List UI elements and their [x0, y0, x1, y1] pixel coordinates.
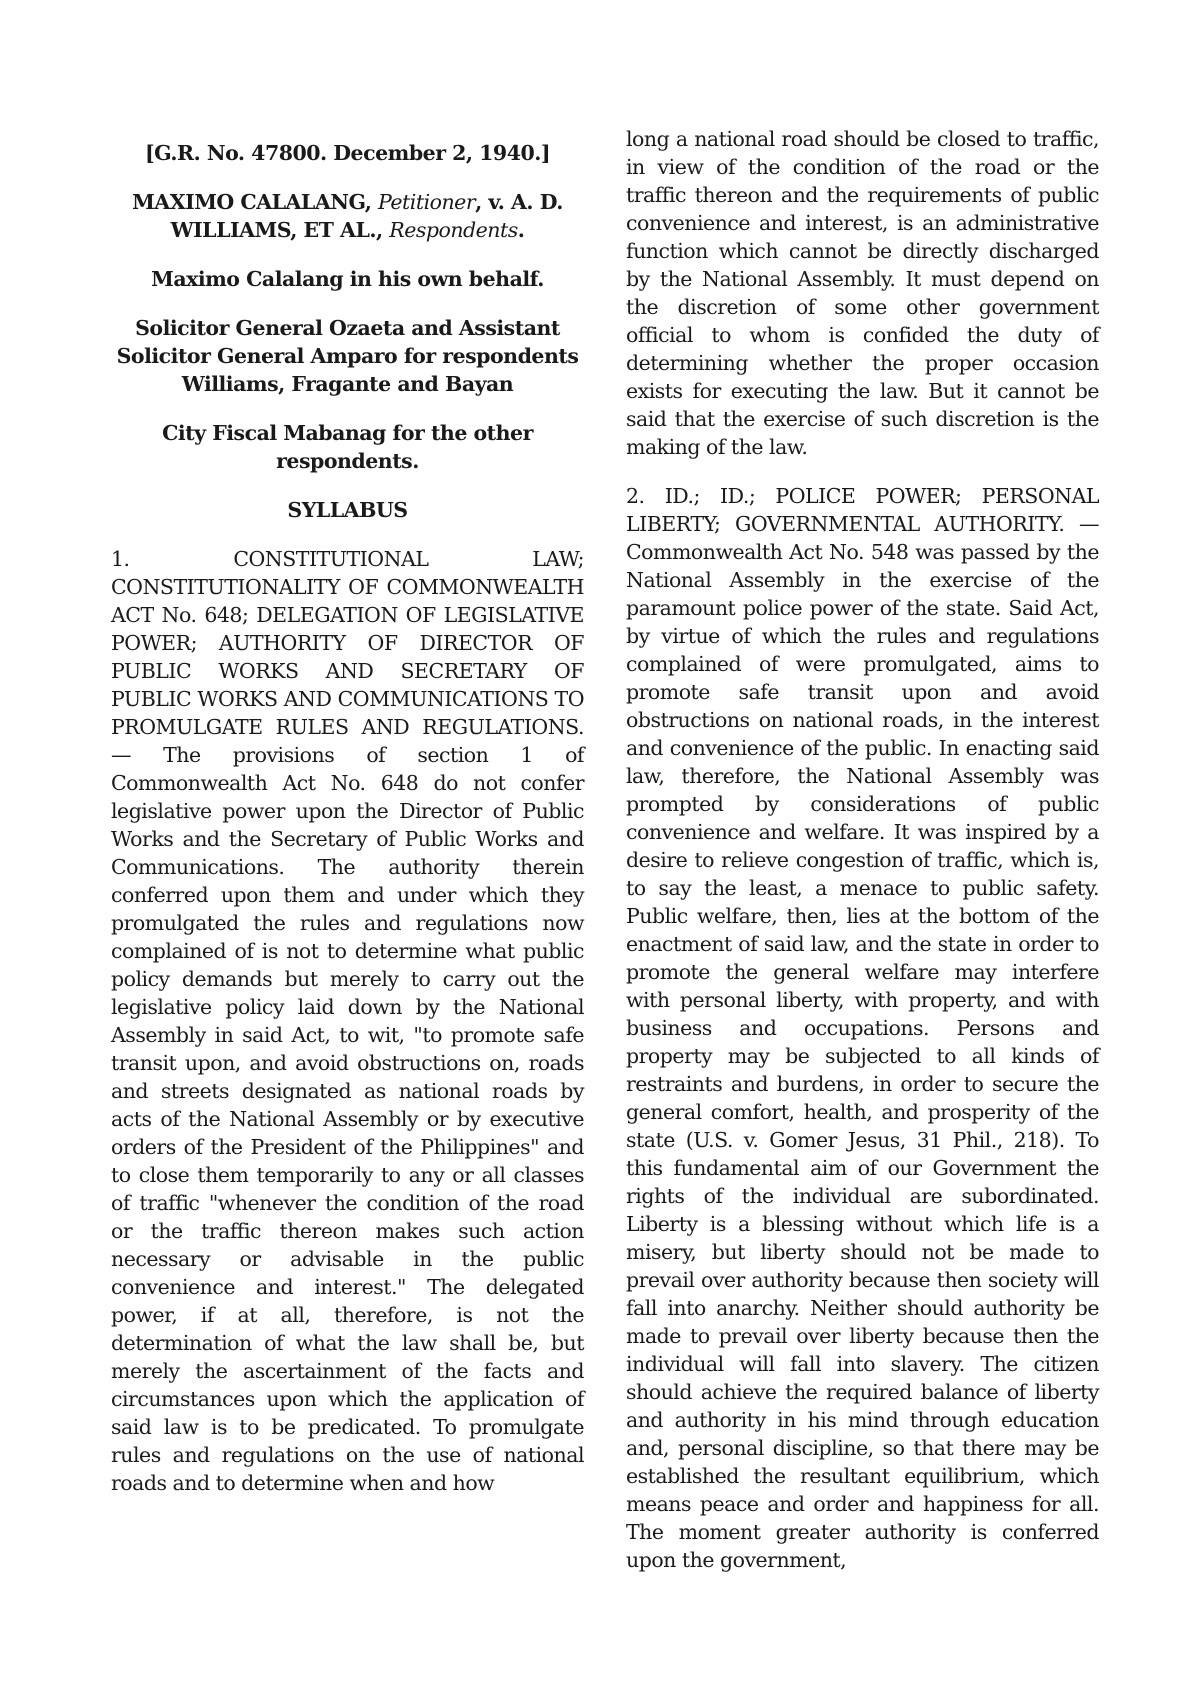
respondent-role: Respondents: [389, 218, 518, 242]
case-parties: [111, 188, 584, 244]
petitioner-name: MAXIMO CALALANG,: [132, 190, 372, 214]
caption-period: .: [517, 218, 525, 242]
syllabus-paragraph-1-continued: long a national road should be closed to traffic, in view of the condition of the road or the traffic thereon and the requirements of public convenience and interest, is an administrative function which cannot be directly discharged by the National Assembly. It must depend on the discretion of some other government official to whom is confided the duty of determining whether the proper occasion exists for executing the law. But it cannot be said that the exercise of such discretion is the making of the law.: [626, 127, 1099, 459]
syllabus-paragraph-1: 1. CONSTITUTIONAL LAW; CONSTITUTIONALITY OF COMMONWEALTH ACT No. 648; DELEGATION OF LEGISLATIVE POWER; AUTHORITY OF DIRECTOR OF PUBLIC WORKS AND SECRETARY OF PUBLIC WORKS AND COMMUNICATIONS TO PROMULGATE RULES AND REGULATIONS. — The provisions of section 1 of Commonwealth Act No. 648 do not confer legislative power upon the Director of Public Works and the Secretary of Public Works and Communications. The authority therein conferred upon them and under which they promulgated the rules and regulations now complained of is not to determine what public policy demands but merely to carry out the legislative policy laid down by the National Assembly in said Act, to wit, "to promote safe transit upon, and avoid obstructions on, roads and streets designated as national roads by acts of the National Assembly or by executive orders of the President of the Philippines" and to close them temporarily to any or all classes of traffic "whenever the condition of the road or the traffic thereon makes such action necessary or advisable in the public convenience and interest." The delegated power, if at all, therefore, is not the determination of what the law shall be, but merely the ascertainment of the facts and circumstances upon which the application of said law is to be predicated. To promulgate rules and regulations on the use of national roads and to determine when and how: [111, 547, 584, 1495]
petitioner-role: Petitioner: [378, 190, 476, 214]
counsel-other: City Fiscal Mabanag for the other respondents.: [162, 421, 533, 473]
counsel-petitioner: Maximo Calalang in his own behalf.: [151, 267, 544, 291]
right-column: [626, 125, 1099, 1574]
case-citation: [G.R. No. 47800. December 2, 1940.]: [144, 141, 551, 165]
versus-respondents: , v. A. D. WILLIAMS, ET AL.,: [170, 190, 563, 242]
syllabus-heading: SYLLABUS: [287, 498, 408, 522]
counsel-respondents: Solicitor General Ozaeta and Assistant Solicitor General Amparo for respondents Williams, Fragante and Bayan: [116, 316, 579, 396]
syllabus-paragraph-2: 2. ID.; ID.; POLICE POWER; PERSONAL LIBERTY; GOVERNMENTAL AUTHORITY. — Commonwealth Act No. 548 was passed by the National Assembly in the exercise of the paramount police power of the state. Said Act, by virtue of which the rules and regulations complained of were promulgated, aims to promote safe transit upon and avoid obstructions on national roads, in the interest and convenience of the public. In enacting said law, therefore, the National Assembly was prompted by considerations of public convenience and welfare. It was inspired by a desire to relieve congestion of traffic, which is, to say the least, a menace to public safety. Public welfare, then, lies at the bottom of the enactment of said law, and the state in order to promote the general welfare may interfere with personal liberty, with property, and with business and occupations. Persons and property may be subjected to all kinds of restraints and burdens, in order to secure the general comfort, health, and prosperity of the state (U.S. v. Gomer Jesus, 31 Phil., 218). To this fundamental aim of our Government the rights of the individual are subordinated. Liberty is a blessing without which life is a misery, but liberty should not be made to prevail over authority because then society will fall into anarchy. Neither should authority be made to prevail over liberty because then the individual will fall into slavery. The citizen should achieve the required balance of liberty and authority in his mind through education and, personal discipline, so that there may be established the resultant equilibrium, which means peace and order and happiness for all. The moment greater authority is conferred upon the government,: [626, 484, 1099, 1572]
left-column: [111, 139, 584, 1497]
